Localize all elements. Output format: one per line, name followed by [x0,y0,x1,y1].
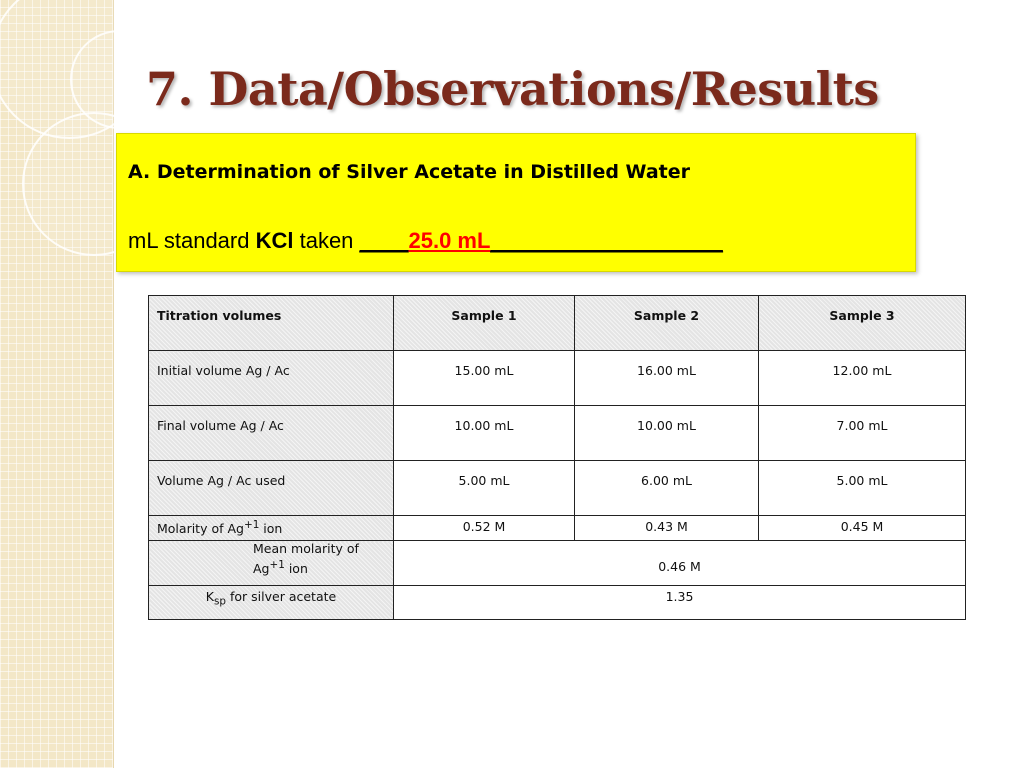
answer-blank-after: ___________________ [490,228,723,253]
charge-superscript: +1 [269,559,285,571]
table-cell: 10.00 mL [394,406,575,461]
row-label [149,586,394,620]
kcl-volume-line [128,228,723,254]
molarity-label-text: Molarity of Ag [157,521,244,537]
table-cell: 5.00 mL [394,461,575,516]
charge-superscript: +1 [243,519,260,531]
mean-label-line1: Mean molarity of [253,541,359,556]
ksp-label-suffix: for silver acetate [226,589,337,604]
table-cell: 16.00 mL [575,351,759,406]
table-cell: 0.45 M [759,516,966,541]
kcl-line-prefix: mL standard [128,228,256,253]
table-cell: 7.00 mL [759,406,966,461]
table-cell: 15.00 mL [394,351,575,406]
mean-label-prefix: Ag [253,561,270,577]
table-cell: 0.52 M [394,516,575,541]
table-row [149,351,966,406]
header-cell: Sample 2 [575,296,759,351]
table-cell: 10.00 mL [575,406,759,461]
kcl-volume-answer: 25.0 mL [408,228,491,253]
callout-heading: A. Determination of Silver Acetate in Distilled Water [128,161,690,183]
highlight-callout [116,133,916,272]
row-label [149,516,394,541]
ksp-row [149,586,966,620]
ksp-value: 1.35 [394,586,966,620]
table-cell: 0.43 M [575,516,759,541]
table-cell: 5.00 mL [759,461,966,516]
titration-results-table [148,295,966,620]
mean-molarity-value: 0.46 M [394,541,966,586]
mean-molarity-row [149,541,966,586]
row-label: Final volume Ag / Ac [149,406,394,461]
answer-blank-before: ____ [359,228,409,253]
table-cell: 12.00 mL [759,351,966,406]
header-cell: Sample 3 [759,296,966,351]
mean-label-suffix: ion [284,561,308,577]
slide-title: 7. Data/Observations/Results [146,62,879,116]
molarity-label-suffix: ion [259,521,283,537]
table-cell: 6.00 mL [575,461,759,516]
ksp-k: K [205,589,214,604]
table-row [149,461,966,516]
table-header-row [149,296,966,351]
row-label [149,541,394,586]
row-label: Volume Ag / Ac used [149,461,394,516]
ksp-subscript: sp [214,595,227,608]
kcl-line-mid: taken [293,228,360,253]
header-cell: Titration volumes [149,296,394,351]
header-cell: Sample 1 [394,296,575,351]
row-label: Initial volume Ag / Ac [149,351,394,406]
table-row [149,406,966,461]
kcl-formula: KCl [255,228,294,253]
molarity-row [149,516,966,541]
